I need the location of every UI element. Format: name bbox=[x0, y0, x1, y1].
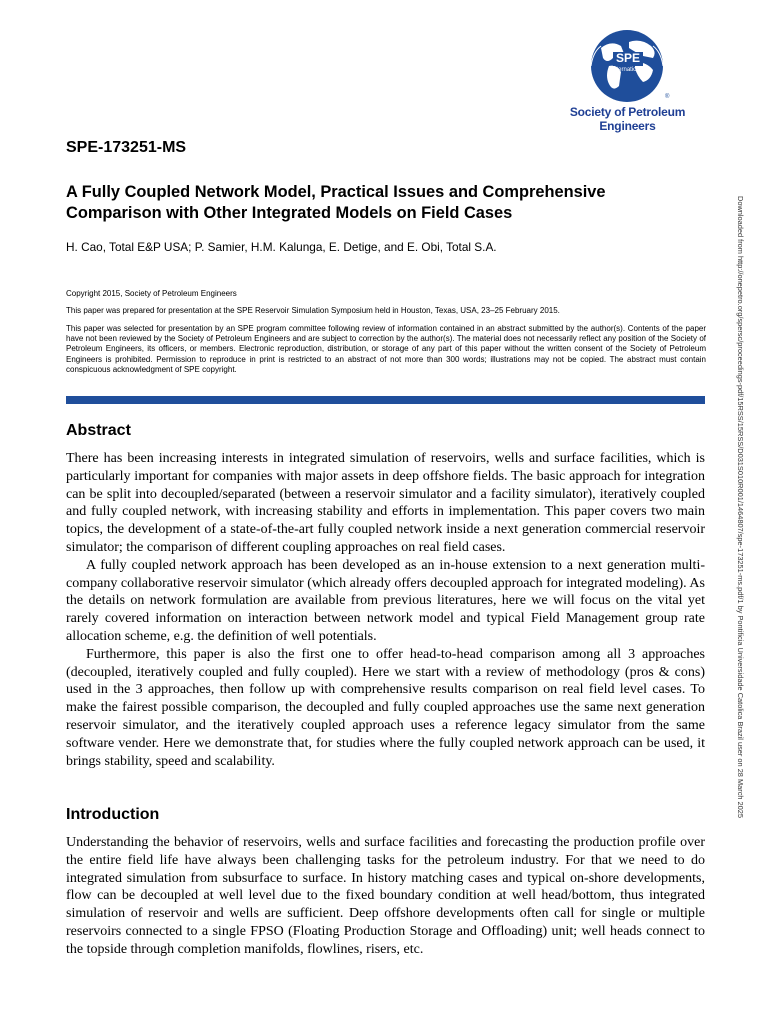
download-watermark bbox=[736, 196, 748, 846]
globe-icon bbox=[563, 28, 691, 104]
legal-notice: This paper was selected for presentation by an SPE program committee following review of information contained in an abstract submitted by the author(s). Contents of the paper have not been reviewed by the Society of Petroleum Engineers and are subject to correction by the author(s). The material does not necessarily reflect any position of the Society of Petroleum Engineers, its officers, or members. Electronic reproduction, distribution, or storage of any part of this paper without the written consent of the Society of Petroleum Engineers is prohibited. Permission to reproduce in print is restricted to an abstract of not more than 300 words; illustrations may not be copied. The abstract must contain conspicuous acknowledgment of SPE copyright. bbox=[66, 324, 706, 374]
introduction-body bbox=[66, 834, 705, 959]
registered-mark: ® bbox=[665, 94, 670, 100]
abstract-body bbox=[66, 450, 705, 770]
abstract-paragraph: A fully coupled network approach has been developed as an in-house extension to a next generation multi-company collaborative reservoir simulator (which already offers decoupled approach for integrated modeling). As the details on network formulation are available from previous literatures, here we will focus on the vital yet rarely covered information on interaction between network model and typical Field Management group rate allocation scheme, e.g. the definition of well potentials. bbox=[66, 557, 705, 644]
abstract-paragraph: Furthermore, this paper is also the first one to offer head-to-head comparison among all 3 approaches (decoupled, iteratively coupled and fully coupled). Here we start with a review of methodology (pros & cons) used in the 3 approaches, then follow up with comprehensive results comparison on real field level cases. To make the fairest possible comparison, the decoupled and fully coupled approaches use the same next generation reservoir simulator, and the iteratively coupled approach uses a reference legacy simulator from the same software vender. Here we demonstrate that, for studies where the fully coupled network approach can be used, it brings stability, speed and scalability. bbox=[66, 646, 705, 769]
abstract-paragraph: There has been increasing interests in integrated simulation of reservoirs, wells and surface facilities, which is particularly important for companies with major assets in deep offshore fields. The basic approach for integration can be split into decoupled/separated (between a reservoir simulator and a facility simulator), iteratively coupled and fully coupled network, with increasing stability and efforts in implementation. This paper covers two main topics, the development of a state-of-the-art fully coupled network inside a next generation commercial reservoir simulator; the comparison of different coupling approaches on real field cases. bbox=[66, 451, 705, 555]
logo-badge-text: SPE bbox=[615, 51, 641, 65]
paper-id: SPE-173251-MS bbox=[66, 139, 187, 156]
introduction-paragraph: Understanding the behavior of reservoirs, wells and surface facilities and forecasting the production profile over the entire field life have always been challenging tasks for the petroleum industry. For that we need to do integrated simulation from subsurface to surface. In history matching cases and typical on-shore developments, flow can be decoupled at well level due to the fixed boundary condition at well head/bottom, thus integrated simulation of reservoir and wells are sufficient. Deep offshore developments often call for single or multiple reservoirs connected to a single FPSO (Floating Production Storage and Offloading) unit; well heads connect to the topside through completion manifolds, flowlines, risers, etc. bbox=[66, 835, 705, 957]
logo-badge-subtext: International bbox=[611, 67, 645, 73]
abstract-heading: Abstract bbox=[66, 422, 131, 439]
introduction-heading: Introduction bbox=[66, 806, 160, 823]
download-watermark-text: Downloaded from http://onepetro.org/spersc/proceedings-pdf/15RSS/15RSS/D031S010R001/1464807/spe-173251-ms.pdf/1 by Pontificia Universidade Catolica Brazil user on 28 March 2025 bbox=[736, 196, 745, 819]
header-rule bbox=[66, 396, 705, 404]
paper-title: A Fully Coupled Network Model, Practical Issues and Comprehensive Comparison with Other Integrated Models on Field Cases bbox=[66, 183, 606, 222]
logo-caption: Society of Petroleum Engineers bbox=[569, 105, 686, 133]
presentation-notice: This paper was prepared for presentation at the SPE Reservoir Simulation Symposium held in Houston, Texas, USA, 23–25 February 2015. bbox=[66, 306, 560, 315]
author-list: H. Cao, Total E&P USA; P. Samier, H.M. Kalunga, E. Detige, and E. Obi, Total S.A. bbox=[66, 240, 497, 254]
copyright-notice: Copyright 2015, Society of Petroleum Engineers bbox=[66, 289, 237, 298]
spe-logo[interactable] bbox=[545, 28, 710, 133]
